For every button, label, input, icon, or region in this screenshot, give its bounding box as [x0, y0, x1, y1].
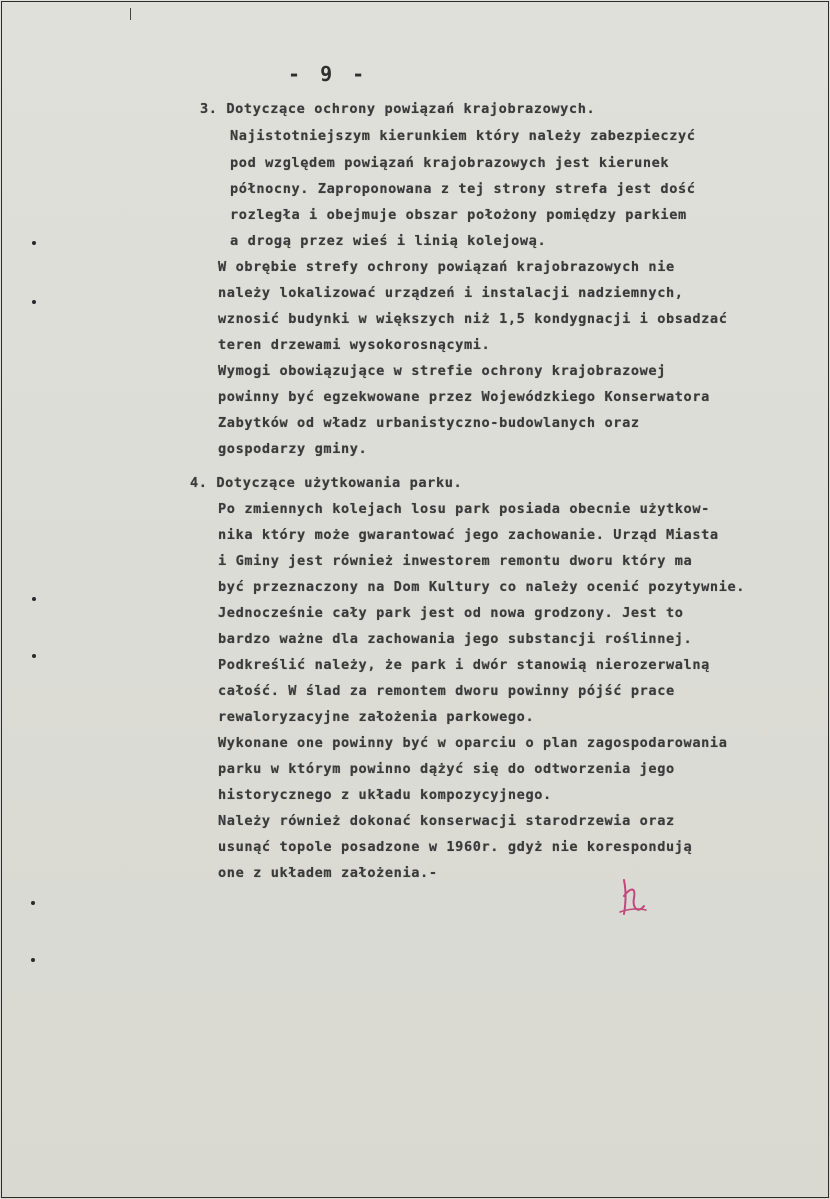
- top-mark: [130, 8, 131, 20]
- section-4-line: bardzo ważne dla zachowania jego substancji roślinnej.: [218, 631, 693, 647]
- section-4-line: one z układem założenia.-: [218, 865, 438, 881]
- section-3-line: a drogą przez wieś i linią kolejową.: [230, 233, 547, 249]
- section-4-heading: 4. Dotyczące użytkowania parku.: [190, 475, 463, 491]
- section-3-line: W obrębie strefy ochrony powiązań krajobrazowych nie: [218, 259, 675, 275]
- section-4-line: Jednocześnie cały park jest od nowa grodzony. Jest to: [218, 605, 684, 621]
- margin-dot: [32, 241, 36, 245]
- section-4-line: całość. W ślad za remontem dworu powinny pójść prace: [218, 683, 675, 699]
- section-3-line: pod względem powiązań krajobrazowych jest kierunek: [230, 155, 670, 171]
- section-3-line: rozległa i obejmuje obszar położony pomiędzy parkiem: [230, 207, 687, 223]
- margin-dot: [31, 901, 35, 905]
- section-4-line: historycznego z układu kompozycyjnego.: [218, 787, 552, 803]
- handwritten-initials: [616, 872, 650, 922]
- section-4-line: parku w którym powinno dążyć się do odtworzenia jego: [218, 761, 675, 777]
- section-3-line: gospodarzy gminy.: [218, 441, 368, 457]
- section-3-line: wznosić budynki w większych niż 1,5 kondygnacji i obsadzać: [218, 311, 728, 327]
- section-3-line: teren drzewami wysokorosnącymi.: [218, 337, 491, 353]
- section-3-line: Wymogi obowiązujące w strefie ochrony krajobrazowej: [218, 363, 666, 379]
- section-4-line: być przeznaczony na Dom Kultury co należy ocenić pozytywnie.: [218, 579, 746, 595]
- margin-dot: [32, 300, 36, 304]
- section-4-line: Po zmiennych kolejach losu park posiada obecnie użytkow-: [218, 501, 710, 517]
- section-4-line: i Gminy jest również inwestorem remontu dworu który ma: [218, 553, 693, 569]
- section-3-line: północny. Zaproponowana z tej strony strefa jest dość: [230, 181, 696, 197]
- section-3-line: Zabytków od władz urbanistyczno-budowlanych oraz: [218, 415, 640, 431]
- section-4-line: Wykonane one powinny być w oparciu o plan zagospodarowania: [218, 735, 728, 751]
- margin-dot: [31, 958, 35, 962]
- margin-dot: [32, 597, 36, 601]
- section-3-line: należy lokalizować urządzeń i instalacji nadziemnych,: [218, 285, 684, 301]
- section-4-line: nika który może gwarantować jego zachowanie. Urząd Miasta: [218, 527, 719, 543]
- section-4-line: Podkreślić należy, że park i dwór stanowią nierozerwalną: [218, 657, 710, 673]
- section-4-line: usunąć topole posadzone w 1960r. gdyż nie korespondują: [218, 839, 693, 855]
- section-4-line: rewaloryzacyjne założenia parkowego.: [218, 709, 535, 725]
- section-3-line: Najistotniejszym kierunkiem który należy zabezpieczyć: [230, 128, 696, 144]
- section-3-line: powinny być egzekwowane przez Wojewódzkiego Konserwatora: [218, 389, 710, 405]
- page-number: - 9 -: [288, 62, 369, 86]
- section-4-line: Należy również dokonać konserwacji starodrzewia oraz: [218, 813, 675, 829]
- section-3-heading: 3. Dotyczące ochrony powiązań krajobrazowych.: [200, 101, 596, 117]
- margin-dot: [32, 654, 36, 658]
